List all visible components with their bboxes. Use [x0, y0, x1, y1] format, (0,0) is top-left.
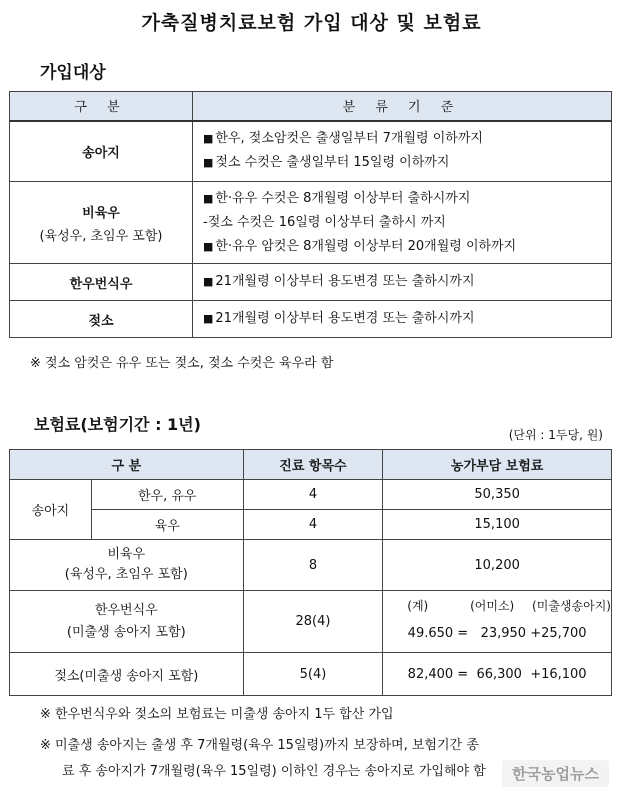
- column-header-category: 구 분: [10, 450, 244, 480]
- eligibility-table: [9, 91, 612, 338]
- items-cell: 4: [243, 480, 383, 510]
- category-label: 비육우: [107, 547, 146, 562]
- table-row: [10, 121, 612, 182]
- criteria-item: ■ 한우, 젖소암컷은 출생일부터 7개월령 이하까지: [203, 127, 601, 151]
- column-header-premium: 농가부담 보험료: [383, 450, 612, 480]
- formula-heads: [383, 598, 611, 614]
- head-mother: (어미소): [470, 599, 515, 613]
- watermark-logo: 한국농업뉴스: [502, 760, 609, 787]
- premium-cell: 15,100: [383, 510, 612, 540]
- table-row: [10, 480, 612, 510]
- premium-cell: [383, 591, 612, 653]
- category-sub-label: (미출생 송아지 포함): [66, 624, 186, 640]
- category-sub-label: (육성우, 초임우 포함): [39, 228, 163, 244]
- head-unborn: (미출생송아지): [532, 599, 611, 613]
- table-row: [10, 591, 612, 653]
- premium-formula: 82,400 = 66,300 +16,100: [383, 653, 612, 696]
- calf-label: 송아지: [10, 480, 92, 540]
- category-label: 한우번식우: [94, 602, 158, 618]
- premium-cell: 10,200: [383, 540, 612, 591]
- head-total: (계): [407, 599, 429, 613]
- category-label: 한우번식우: [69, 276, 133, 292]
- criteria-item: ■ 젖소 수컷은 출생일부터 15일령 이하까지: [203, 151, 601, 175]
- criteria-item: ■ 한·유우 암컷은 8개월령 이상부터 20개월령 이하까지: [203, 235, 601, 259]
- items-cell: 28(4): [243, 591, 383, 653]
- criteria-cell: [193, 182, 612, 264]
- table-row: [10, 653, 612, 696]
- footnote: ※ 한우번식우와 젖소의 보험료는 미출생 송아지 1두 합산 가입: [40, 707, 394, 722]
- category-cell: 젖소(미출생 송아지 포함): [10, 653, 244, 696]
- category-cell: [10, 540, 244, 591]
- column-header-category: 구 분: [10, 92, 193, 121]
- premium-header-row: [10, 450, 612, 480]
- items-cell: 4: [243, 510, 383, 540]
- category-label: 송아지: [82, 145, 120, 161]
- document-title: 가축질병치료보험 가입 대상 및 보험료: [141, 12, 482, 34]
- category-cell: [10, 182, 193, 264]
- category-cell: [10, 591, 244, 653]
- criteria-cell: [193, 264, 612, 301]
- criteria-item: ■ 21개월령 이상부터 용도변경 또는 출하시까지: [203, 307, 601, 331]
- category-label: 젖소: [88, 313, 114, 329]
- premium-formula: 49.650 = 23,950 +25,700: [407, 626, 587, 641]
- unit-label: (단위 : 1두당, 원): [508, 428, 603, 442]
- column-header-criteria: 분 류 기 준: [193, 92, 612, 121]
- eligibility-header-row: [10, 92, 612, 121]
- criteria-item: ■ 21개월령 이상부터 용도변경 또는 출하시까지: [203, 270, 601, 294]
- eligibility-note: ※ 젖소 암컷은 유우 또는 젖소, 젖소 수컷은 육우라 함: [30, 356, 334, 371]
- category-sub-label: (육성우, 초임우 포함): [64, 567, 188, 582]
- premium-cell: 50,350: [383, 480, 612, 510]
- column-header-items: 진료 항목수: [243, 450, 383, 480]
- table-row: [10, 540, 612, 591]
- category-label: 비육우: [82, 205, 120, 221]
- footnote: ※ 미출생 송아지는 출생 후 7개월령(육우 15일령)까지 보장하며, 보험기간 종: [40, 738, 479, 753]
- footnote: 료 후 송아지가 7개월령(육우 15일령) 이하인 경우는 송아지로 가입해야 함: [62, 764, 486, 779]
- category-cell: [10, 121, 193, 182]
- type-cell: 육우: [91, 510, 243, 540]
- table-row: [10, 510, 612, 540]
- category-cell: [10, 264, 193, 301]
- premium-table: [9, 449, 612, 696]
- items-cell: 5(4): [243, 653, 383, 696]
- type-cell: 한우, 유우: [91, 480, 243, 510]
- premium-heading: 보험료(보험기간 : 1년): [34, 415, 201, 434]
- table-row: [10, 264, 612, 301]
- criteria-cell: [193, 121, 612, 182]
- criteria-cell: [193, 301, 612, 338]
- items-cell: 8: [243, 540, 383, 591]
- category-cell: [10, 301, 193, 338]
- eligibility-heading: 가입대상: [40, 63, 106, 83]
- criteria-item: ■ 한·유우 수컷은 8개월령 이상부터 출하시까지: [203, 187, 601, 211]
- table-row: [10, 182, 612, 264]
- table-row: [10, 301, 612, 338]
- criteria-item: -젖소 수컷은 16일령 이상부터 출하시 까지: [203, 214, 446, 230]
